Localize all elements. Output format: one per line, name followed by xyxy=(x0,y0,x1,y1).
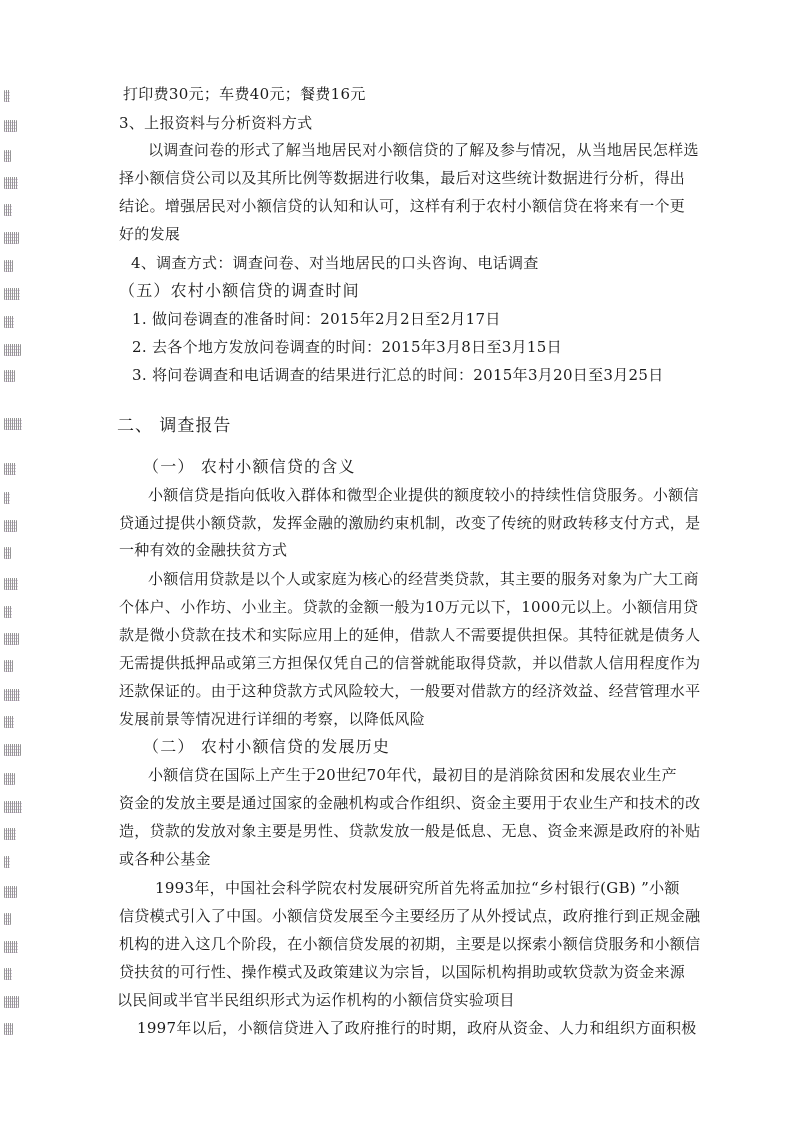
margin-mark xyxy=(4,204,12,216)
text-line: 发展前景等情况进行详细的考察，以降低风险 xyxy=(119,710,426,728)
margin-mark xyxy=(4,744,21,756)
text-line: 小额信贷在国际上产生于20世纪70年代，最初目的是消除贫困和发展农业生产 xyxy=(148,766,677,784)
text-line: 3、上报资料与分析资料方式 xyxy=(119,114,313,132)
text-line: 贷通过提供小额贷款，发挥金融的激励约束机制，改变了传统的财政转移支付方式，是 xyxy=(119,514,701,532)
margin-mark xyxy=(4,120,17,132)
margin-mark xyxy=(4,856,10,868)
subsection-heading: （二） 农村小额信贷的发展历史 xyxy=(143,737,391,756)
margin-mark xyxy=(4,996,19,1008)
margin-mark xyxy=(4,492,10,504)
margin-mark xyxy=(4,177,18,189)
text-line: 小额信用贷款是以个人或家庭为核心的经营类贷款，其主要的服务对象为广大工商 xyxy=(148,570,699,588)
text-line: 机构的进入这几个阶段，在小额信贷发展的初期，主要是以探索小额信贷服务和小额信 xyxy=(119,935,701,953)
text-line: 打印费30元；车费40元；餐费16元 xyxy=(123,85,366,103)
margin-mark xyxy=(4,660,13,672)
margin-mark xyxy=(4,316,14,328)
margin-mark xyxy=(4,716,14,728)
text-line: 一种有效的金融扶贫方式 xyxy=(119,541,288,559)
margin-mark xyxy=(4,1023,13,1035)
text-line: 款是微小贷款在技术和实际应用上的延伸，借款人不需要提供担保。其特征就是债务人 xyxy=(119,626,701,644)
margin-mark xyxy=(4,288,20,300)
margin-mark xyxy=(4,260,13,272)
margin-mark xyxy=(4,886,17,898)
text-line: 以调查问卷的形式了解当地居民对小额信贷的了解及参与情况，从当地居民怎样选 xyxy=(148,141,699,159)
margin-mark xyxy=(4,90,10,102)
text-line: 1997年以后，小额信贷进入了政府推行的时期，政府从资金、人力和组织方面积极 xyxy=(137,1019,697,1037)
margin-mark xyxy=(4,344,21,356)
margin-mark xyxy=(4,232,19,244)
text-line: 还款保证的。由于这种贷款方式风险较大，一般要对借款方的经济效益、经营管理水平 xyxy=(119,682,701,700)
margin-mark xyxy=(4,578,18,590)
text-line: 信贷模式引入了中国。小额信贷发展至今主要经历了从外授试点，政府推行到正规金融 xyxy=(119,907,701,925)
margin-mark xyxy=(4,370,15,382)
text-line: 结论。增强居民对小额信贷的认知和认可，这样有利于农村小额信贷在将来有一个更 xyxy=(119,197,686,215)
margin-mark xyxy=(4,941,18,953)
margin-mark xyxy=(4,773,15,785)
section-heading: 二、 调查报告 xyxy=(117,416,232,436)
margin-mark xyxy=(4,828,16,840)
margin-mark xyxy=(4,913,11,925)
text-line: 贷扶贫的可行性、操作模式及政策建议为宗旨，以国际机构捐助或软贷款为资金来源 xyxy=(119,963,686,981)
margin-mark xyxy=(4,633,19,645)
text-line: 好的发展 xyxy=(119,225,181,243)
text-line: 个体户、小作坊、小业主。贷款的金额一般为10万元以下，1000元以上。小额信用贷 xyxy=(119,598,699,616)
text-line: 造，贷款的发放对象主要是男性、贷款发放一般是低息、无息、资金来源是政府的补贴 xyxy=(119,822,701,840)
text-line: 4、调查方式：调查问卷、对当地居民的口头咨询、电话调查 xyxy=(131,254,539,272)
text-line: 以民间或半官半民组织形式为运作机构的小额信贷实验项目 xyxy=(117,991,515,1009)
margin-mark xyxy=(4,689,20,701)
margin-mark xyxy=(4,968,12,980)
margin-mark xyxy=(4,520,17,532)
text-line: 资金的发放主要是通过国家的金融机构或合作组织、资金主要用于农业生产和技术的改 xyxy=(119,794,701,812)
text-line: 或各种公基金 xyxy=(119,850,211,868)
margin-mark xyxy=(4,801,22,813)
text-line: 无需提供抵押品或第三方担保仅凭自己的信誉就能取得贷款，并以借款人信用程度作为 xyxy=(119,654,701,672)
text-line: 小额信贷是指向低收入群体和微型企业提供的额度较小的持续性信贷服务。小额信 xyxy=(148,486,699,504)
text-line: 1. 做问卷调查的准备时间：2015年2月2日至2月17日 xyxy=(132,310,501,328)
text-line: 2. 去各个地方发放问卷调查的时间：2015年3月8日至3月15日 xyxy=(132,338,562,356)
margin-mark xyxy=(4,463,16,475)
subsection-heading: （五）农村小额信贷的调查时间 xyxy=(119,281,360,300)
text-line: 3. 将问卷调查和电话调查的结果进行汇总的时间：2015年3月20日至3月25日 xyxy=(132,366,664,384)
text-line: 择小额信贷公司以及其所比例等数据进行收集，最后对这些统计数据进行分析，得出 xyxy=(119,169,686,187)
subsection-heading: （一） 农村小额信贷的含义 xyxy=(143,457,356,476)
margin-mark xyxy=(4,418,22,430)
margin-mark xyxy=(4,150,11,162)
margin-mark xyxy=(4,606,12,618)
margin-scan-marks xyxy=(0,0,30,1123)
margin-mark xyxy=(4,547,11,559)
text-line: 1993年，中国社会科学院农村发展研究所首先将孟加拉“乡村银行(GB) ”小额 xyxy=(155,879,680,897)
